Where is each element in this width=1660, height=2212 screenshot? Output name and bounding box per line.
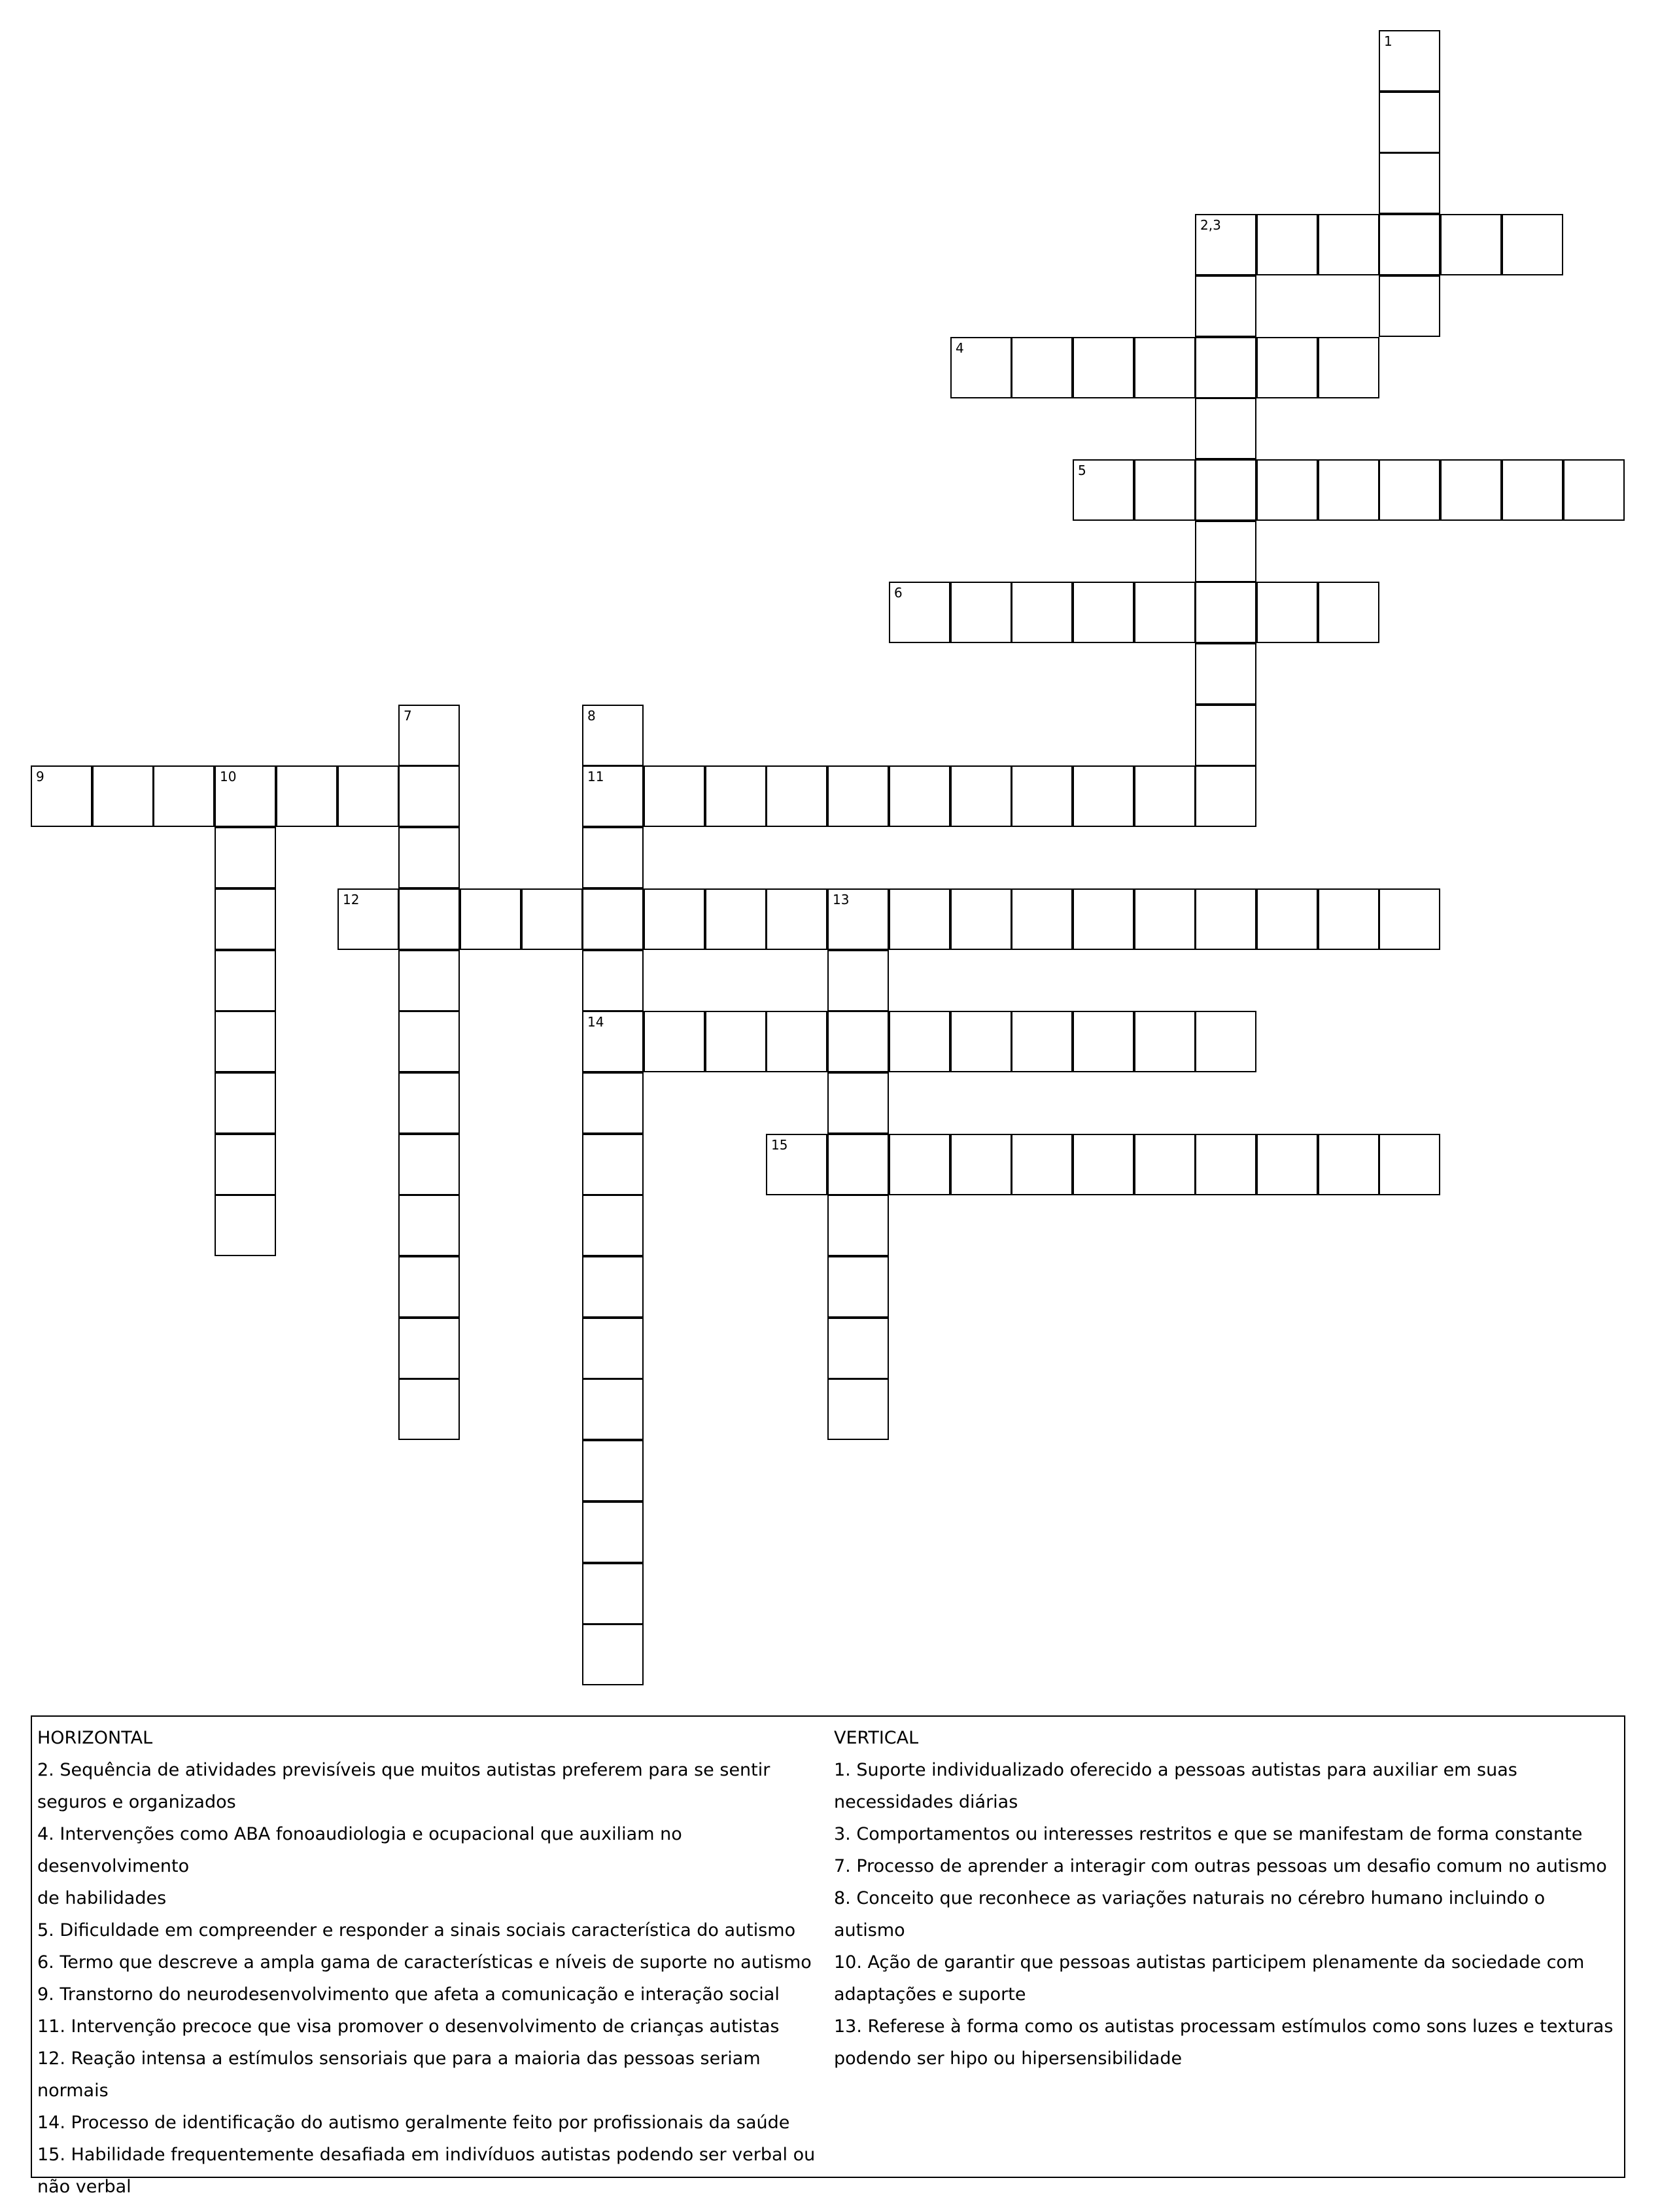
- clue-line: 15. Habilidade frequentemente desafiada em indivíduos autistas podendo ser verbal ou: [37, 2145, 816, 2165]
- cell[interactable]: [1318, 214, 1379, 275]
- clue-number: 14: [587, 1014, 604, 1030]
- cell[interactable]: [644, 765, 705, 827]
- cell[interactable]: [1256, 337, 1318, 398]
- cell[interactable]: [1379, 888, 1440, 950]
- cell[interactable]: [582, 1072, 644, 1134]
- cell[interactable]: [766, 1011, 827, 1072]
- cell[interactable]: [1195, 275, 1256, 337]
- clue-line: 3. Comportamentos ou interesses restritos e que se manifestam de forma constante: [834, 1824, 1583, 1844]
- cell[interactable]: [1195, 705, 1256, 766]
- clue-number: 11: [587, 769, 604, 784]
- cell[interactable]: [215, 950, 276, 1011]
- cell[interactable]: [950, 765, 1012, 827]
- cell[interactable]: [1195, 888, 1256, 950]
- cell[interactable]: [1195, 582, 1256, 643]
- cell[interactable]: [1379, 92, 1440, 153]
- cell[interactable]: [92, 765, 154, 827]
- cell-start-15[interactable]: [766, 1134, 827, 1195]
- cell-start-7[interactable]: [398, 705, 460, 766]
- cell[interactable]: [827, 1195, 889, 1256]
- cell[interactable]: [582, 1378, 644, 1440]
- clue-line: seguros e organizados: [37, 1792, 236, 1812]
- cell[interactable]: [1134, 888, 1196, 950]
- cell[interactable]: [398, 950, 460, 1011]
- cell-start-5[interactable]: [1073, 459, 1134, 521]
- cell[interactable]: [1318, 1134, 1379, 1195]
- cell[interactable]: [582, 827, 644, 888]
- clue-number: 5: [1078, 463, 1086, 478]
- cell[interactable]: [1379, 152, 1440, 214]
- cell[interactable]: [1195, 765, 1256, 827]
- cell[interactable]: [827, 1256, 889, 1318]
- cell[interactable]: [1318, 582, 1379, 643]
- cell[interactable]: [1379, 459, 1440, 521]
- cell[interactable]: [521, 888, 583, 950]
- cell[interactable]: [1256, 888, 1318, 950]
- cell-start-12[interactable]: [337, 888, 399, 950]
- cell-start-11[interactable]: [582, 765, 644, 827]
- cell[interactable]: [705, 1011, 767, 1072]
- cell-start-14[interactable]: [582, 1011, 644, 1072]
- cell[interactable]: [1134, 1134, 1196, 1195]
- cell[interactable]: [398, 1378, 460, 1440]
- cell[interactable]: [1440, 459, 1502, 521]
- cell[interactable]: [1195, 643, 1256, 705]
- clue-line: 14. Processo de identificação do autismo geralmente feito por profissionais da saúde: [37, 2113, 790, 2133]
- clue-line: necessidades diárias: [834, 1792, 1018, 1812]
- cell[interactable]: [889, 765, 950, 827]
- cell[interactable]: [827, 765, 889, 827]
- cell[interactable]: [582, 950, 644, 1011]
- cell[interactable]: [705, 765, 767, 827]
- cell[interactable]: [1256, 582, 1318, 643]
- cell[interactable]: [1195, 1134, 1256, 1195]
- cell[interactable]: [1318, 337, 1379, 398]
- cell[interactable]: [1073, 888, 1134, 950]
- clue-number: 8: [587, 708, 596, 724]
- cell[interactable]: [889, 1011, 950, 1072]
- cell[interactable]: [215, 888, 276, 950]
- cell-start-13[interactable]: [827, 888, 889, 950]
- cell[interactable]: [398, 1011, 460, 1072]
- cell[interactable]: [889, 1134, 950, 1195]
- cell[interactable]: [1379, 275, 1440, 337]
- cell[interactable]: [153, 765, 215, 827]
- cell[interactable]: [398, 1318, 460, 1379]
- cell[interactable]: [644, 888, 705, 950]
- cell-start-4[interactable]: [950, 337, 1012, 398]
- cell[interactable]: [398, 827, 460, 888]
- clue-number: 4: [956, 340, 964, 356]
- cell[interactable]: [1073, 337, 1134, 398]
- clue-line: 6. Termo que descreve a ampla gama de características e níveis de suporte no autismo: [37, 1952, 812, 1973]
- cell[interactable]: [582, 1440, 644, 1501]
- clue-line: 13. Referese à forma como os autistas processam estímulos como sons luzes e texturas: [834, 2016, 1614, 2037]
- cell[interactable]: [1073, 765, 1134, 827]
- cell[interactable]: [1440, 214, 1502, 275]
- cell[interactable]: [827, 1318, 889, 1379]
- cell[interactable]: [1502, 214, 1563, 275]
- cell[interactable]: [1134, 582, 1196, 643]
- cell[interactable]: [582, 1318, 644, 1379]
- cell[interactable]: [398, 1256, 460, 1318]
- cell[interactable]: [950, 582, 1012, 643]
- cell[interactable]: [215, 1134, 276, 1195]
- cell[interactable]: [582, 1563, 644, 1624]
- cell[interactable]: [1256, 214, 1318, 275]
- cell[interactable]: [1134, 337, 1196, 398]
- clue-line: 1. Suporte individualizado oferecido a pessoas autistas para auxiliar em suas: [834, 1760, 1517, 1780]
- cell[interactable]: [215, 1195, 276, 1256]
- cell[interactable]: [398, 765, 460, 827]
- clues-box: [31, 1715, 1625, 2197]
- clue-line: 7. Processo de aprender a interagir com outras pessoas um desafio comum no autismo: [834, 1856, 1607, 1876]
- cell[interactable]: [582, 1134, 644, 1195]
- cell[interactable]: [1318, 459, 1379, 521]
- clue-line: 8. Conceito que reconhece as variações naturais no cérebro humano incluindo o autismo: [834, 1888, 1546, 1940]
- cell[interactable]: [1134, 459, 1196, 521]
- cell[interactable]: [827, 1134, 889, 1195]
- cell[interactable]: [644, 1011, 705, 1072]
- cell[interactable]: [889, 888, 950, 950]
- cell[interactable]: [1073, 1011, 1134, 1072]
- cell[interactable]: [1134, 765, 1196, 827]
- cell[interactable]: [950, 888, 1012, 950]
- cell[interactable]: [1195, 337, 1256, 398]
- cell[interactable]: [215, 827, 276, 888]
- cell[interactable]: [1195, 1011, 1256, 1072]
- cell-start-10[interactable]: [215, 765, 276, 827]
- clue-number: 10: [220, 769, 237, 784]
- cell[interactable]: [398, 1072, 460, 1134]
- cell[interactable]: [827, 1011, 889, 1072]
- clue-line: 4. Intervenções como ABA fonoaudiologia e ocupacional que auxiliam no desenvolvimento: [37, 1824, 682, 1876]
- cell[interactable]: [1195, 521, 1256, 582]
- cell[interactable]: [1195, 398, 1256, 459]
- cell[interactable]: [950, 1134, 1012, 1195]
- clue-line: podendo ser hipo ou hipersensibilidade: [834, 2048, 1183, 2069]
- cell[interactable]: [398, 1134, 460, 1195]
- cell[interactable]: [1379, 214, 1440, 275]
- cell-start-2-3[interactable]: [1195, 214, 1256, 275]
- cell[interactable]: [1563, 459, 1625, 521]
- cell-start-8[interactable]: [582, 705, 644, 766]
- cell[interactable]: [215, 1011, 276, 1072]
- cell[interactable]: [827, 1072, 889, 1134]
- clue-number: 15: [771, 1137, 788, 1153]
- cell[interactable]: [705, 888, 767, 950]
- cell-start-9[interactable]: [31, 765, 92, 827]
- cell[interactable]: [1073, 1134, 1134, 1195]
- cell[interactable]: [1379, 1134, 1440, 1195]
- clue-line: 12. Reação intensa a estímulos sensoriais que para a maioria das pessoas seriam normais: [37, 2048, 761, 2101]
- cell[interactable]: [950, 1011, 1012, 1072]
- cell[interactable]: [1256, 459, 1318, 521]
- cell[interactable]: [766, 765, 827, 827]
- cell[interactable]: [1011, 337, 1073, 398]
- clue-number: 9: [36, 769, 44, 784]
- cell[interactable]: [1011, 582, 1073, 643]
- cell[interactable]: [582, 1624, 644, 1685]
- cell[interactable]: [766, 888, 827, 950]
- cell[interactable]: [398, 1195, 460, 1256]
- clue-line: 2. Sequência de atividades previsíveis que muitos autistas preferem para se sentir: [37, 1760, 770, 1780]
- horizontal-heading: HORIZONTAL: [37, 1728, 153, 1748]
- cell[interactable]: [582, 1195, 644, 1256]
- clue-number: 7: [404, 708, 412, 724]
- cell[interactable]: [460, 888, 521, 950]
- cell[interactable]: [398, 888, 460, 950]
- clue-line: 11. Intervenção precoce que visa promover o desenvolvimento de crianças autistas: [37, 2016, 780, 2037]
- cell[interactable]: [582, 1501, 644, 1563]
- cell[interactable]: [1502, 459, 1563, 521]
- clue-line: não verbal: [37, 2177, 131, 2197]
- cell[interactable]: [582, 1256, 644, 1318]
- cell[interactable]: [1011, 1011, 1073, 1072]
- clue-number: 1: [1384, 33, 1392, 49]
- clue-line: 9. Transtorno do neurodesenvolvimento que afeta a comunicação e interação social: [37, 1984, 780, 2005]
- cell[interactable]: [1011, 888, 1073, 950]
- cell[interactable]: [1318, 888, 1379, 950]
- cell[interactable]: [582, 888, 644, 950]
- clue-number: 2,3: [1200, 217, 1221, 233]
- vertical-clues: [834, 1722, 1619, 2075]
- clue-number: 13: [833, 892, 850, 907]
- cell[interactable]: [1195, 459, 1256, 521]
- cell[interactable]: [337, 765, 399, 827]
- clue-line: 5. Dificuldade em compreender e responder a sinais sociais característica do autismo: [37, 1920, 796, 1940]
- horizontal-clues: [37, 1722, 837, 2203]
- cell[interactable]: [1073, 582, 1134, 643]
- clue-number: 12: [343, 892, 360, 907]
- clue-line: 10. Ação de garantir que pessoas autistas participem plenamente da sociedade com: [834, 1952, 1585, 1973]
- cell-start-1[interactable]: [1379, 30, 1440, 92]
- clue-line: adaptações e suporte: [834, 1984, 1026, 2005]
- cell[interactable]: [1256, 1134, 1318, 1195]
- cell[interactable]: [215, 1072, 276, 1134]
- cell[interactable]: [1011, 1134, 1073, 1195]
- clue-line: de habilidades: [37, 1888, 167, 1908]
- cell[interactable]: [276, 765, 337, 827]
- vertical-heading: VERTICAL: [834, 1728, 919, 1748]
- cell-start-6[interactable]: [889, 582, 950, 643]
- cell[interactable]: [827, 950, 889, 1011]
- cell[interactable]: [1011, 765, 1073, 827]
- cell[interactable]: [827, 1378, 889, 1440]
- cell[interactable]: [1134, 1011, 1196, 1072]
- clue-number: 6: [894, 585, 903, 601]
